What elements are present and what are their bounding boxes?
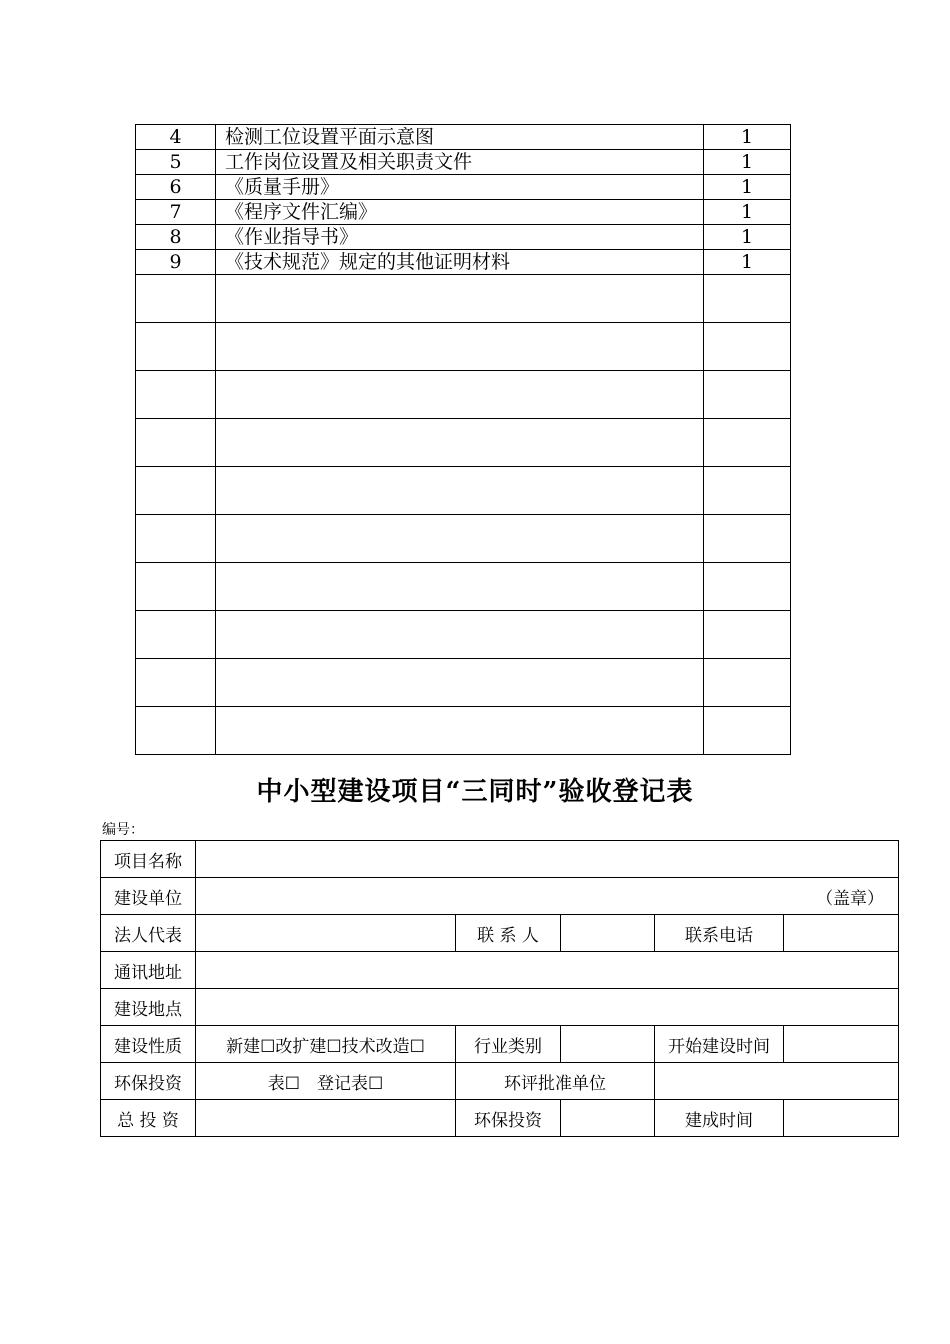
item-name: 《质量手册》 [216, 175, 704, 200]
item-quantity-blank[interactable] [704, 563, 791, 611]
list-row-empty [136, 323, 791, 371]
item-quantity: 1 [704, 225, 791, 250]
builder-field[interactable] [196, 878, 899, 915]
item-quantity: 1 [704, 175, 791, 200]
item-number-blank[interactable] [136, 659, 216, 707]
item-name-blank[interactable] [216, 275, 704, 323]
list-row-empty [136, 659, 791, 707]
item-name-blank[interactable] [216, 323, 704, 371]
item-quantity-blank[interactable] [704, 371, 791, 419]
item-quantity-blank[interactable] [704, 707, 791, 755]
item-quantity-blank[interactable] [704, 659, 791, 707]
row-total-invest [101, 1100, 899, 1137]
item-number: 4 [136, 125, 216, 150]
list-row-empty [136, 371, 791, 419]
item-number-blank[interactable] [136, 707, 216, 755]
item-number-blank[interactable] [136, 419, 216, 467]
item-name-blank[interactable] [216, 371, 704, 419]
seal-note: （盖章） [816, 888, 885, 909]
list-row-empty [136, 467, 791, 515]
eia-approver-field[interactable] [655, 1063, 899, 1100]
item-number-blank[interactable] [136, 467, 216, 515]
item-number: 7 [136, 200, 216, 225]
item-quantity-blank[interactable] [704, 323, 791, 371]
list-row-empty [136, 419, 791, 467]
env-invest-amount-label: 环保投资 [456, 1100, 561, 1137]
row-address [101, 952, 899, 989]
list-row-empty [136, 611, 791, 659]
item-name-blank[interactable] [216, 659, 704, 707]
contact-person-label: 联 系 人 [456, 915, 561, 952]
item-name: 《作业指导书》 [216, 225, 704, 250]
contact-phone-label: 联系电话 [655, 915, 784, 952]
total-invest-label: 总 投 资 [101, 1100, 196, 1137]
item-name-blank[interactable] [216, 611, 704, 659]
item-name-blank[interactable] [216, 563, 704, 611]
list-row-empty [136, 707, 791, 755]
item-name-blank[interactable] [216, 707, 704, 755]
registration-form-table [100, 840, 899, 1137]
completion-time-field[interactable] [784, 1100, 899, 1137]
item-name-blank[interactable] [216, 467, 704, 515]
materials-list-body [136, 125, 791, 755]
list-row [136, 150, 791, 175]
total-invest-field[interactable] [196, 1100, 456, 1137]
legal-rep-field[interactable] [196, 915, 456, 952]
item-quantity-blank[interactable] [704, 467, 791, 515]
row-nature [101, 1026, 899, 1063]
row-env-invest [101, 1063, 899, 1100]
item-quantity: 1 [704, 250, 791, 275]
item-number-blank[interactable] [136, 611, 216, 659]
item-number-blank[interactable] [136, 323, 216, 371]
nature-label: 建设性质 [101, 1026, 196, 1063]
list-row [136, 250, 791, 275]
list-row-empty [136, 515, 791, 563]
site-label: 建设地点 [101, 989, 196, 1026]
item-quantity: 1 [704, 200, 791, 225]
address-field[interactable] [196, 952, 899, 989]
project-name-field[interactable] [196, 841, 899, 878]
item-number-blank[interactable] [136, 275, 216, 323]
item-name: 《技术规范》规定的其他证明材料 [216, 250, 704, 275]
item-quantity: 1 [704, 125, 791, 150]
item-number-blank[interactable] [136, 371, 216, 419]
completion-time-label: 建成时间 [655, 1100, 784, 1137]
legal-rep-label: 法人代表 [101, 915, 196, 952]
item-quantity-blank[interactable] [704, 419, 791, 467]
contact-phone-field[interactable] [784, 915, 899, 952]
start-time-label: 开始建设时间 [655, 1026, 784, 1063]
serial-number-label: 编号： [102, 822, 144, 838]
item-quantity-blank[interactable] [704, 611, 791, 659]
eia-approver-label: 环评批准单位 [456, 1063, 655, 1100]
item-quantity-blank[interactable] [704, 275, 791, 323]
row-legal-rep [101, 915, 899, 952]
item-name-blank[interactable] [216, 419, 704, 467]
materials-list-table [135, 124, 791, 755]
item-name-blank[interactable] [216, 515, 704, 563]
industry-field[interactable] [561, 1026, 655, 1063]
item-name: 《程序文件汇编》 [216, 200, 704, 225]
row-builder [101, 878, 899, 915]
contact-person-field[interactable] [561, 915, 655, 952]
item-number: 9 [136, 250, 216, 275]
list-row-empty [136, 275, 791, 323]
list-row [136, 225, 791, 250]
builder-label: 建设单位 [101, 878, 196, 915]
item-number: 6 [136, 175, 216, 200]
form-title: 中小型建设项目“三同时”验收登记表 [256, 777, 694, 807]
env-invest-label: 环保投资 [101, 1063, 196, 1100]
row-site [101, 989, 899, 1026]
item-number-blank[interactable] [136, 515, 216, 563]
item-number-blank[interactable] [136, 563, 216, 611]
item-quantity: 1 [704, 150, 791, 175]
list-row-empty [136, 563, 791, 611]
list-row [136, 175, 791, 200]
list-row [136, 200, 791, 225]
row-project-name [101, 841, 899, 878]
project-name-label: 项目名称 [101, 841, 196, 878]
site-field[interactable] [196, 989, 899, 1026]
start-time-field[interactable] [784, 1026, 899, 1063]
item-quantity-blank[interactable] [704, 515, 791, 563]
item-number: 5 [136, 150, 216, 175]
industry-label: 行业类别 [456, 1026, 561, 1063]
item-name: 检测工位设置平面示意图 [216, 125, 704, 150]
item-number: 8 [136, 225, 216, 250]
env-invest-amount-field[interactable] [561, 1100, 655, 1137]
address-label: 通讯地址 [101, 952, 196, 989]
eia-options[interactable]: 表☐ 登记表☐ [196, 1063, 456, 1100]
item-name: 工作岗位设置及相关职责文件 [216, 150, 704, 175]
list-row [136, 125, 791, 150]
nature-options[interactable]: 新建☐改扩建☐技术改造☐ [196, 1026, 456, 1063]
